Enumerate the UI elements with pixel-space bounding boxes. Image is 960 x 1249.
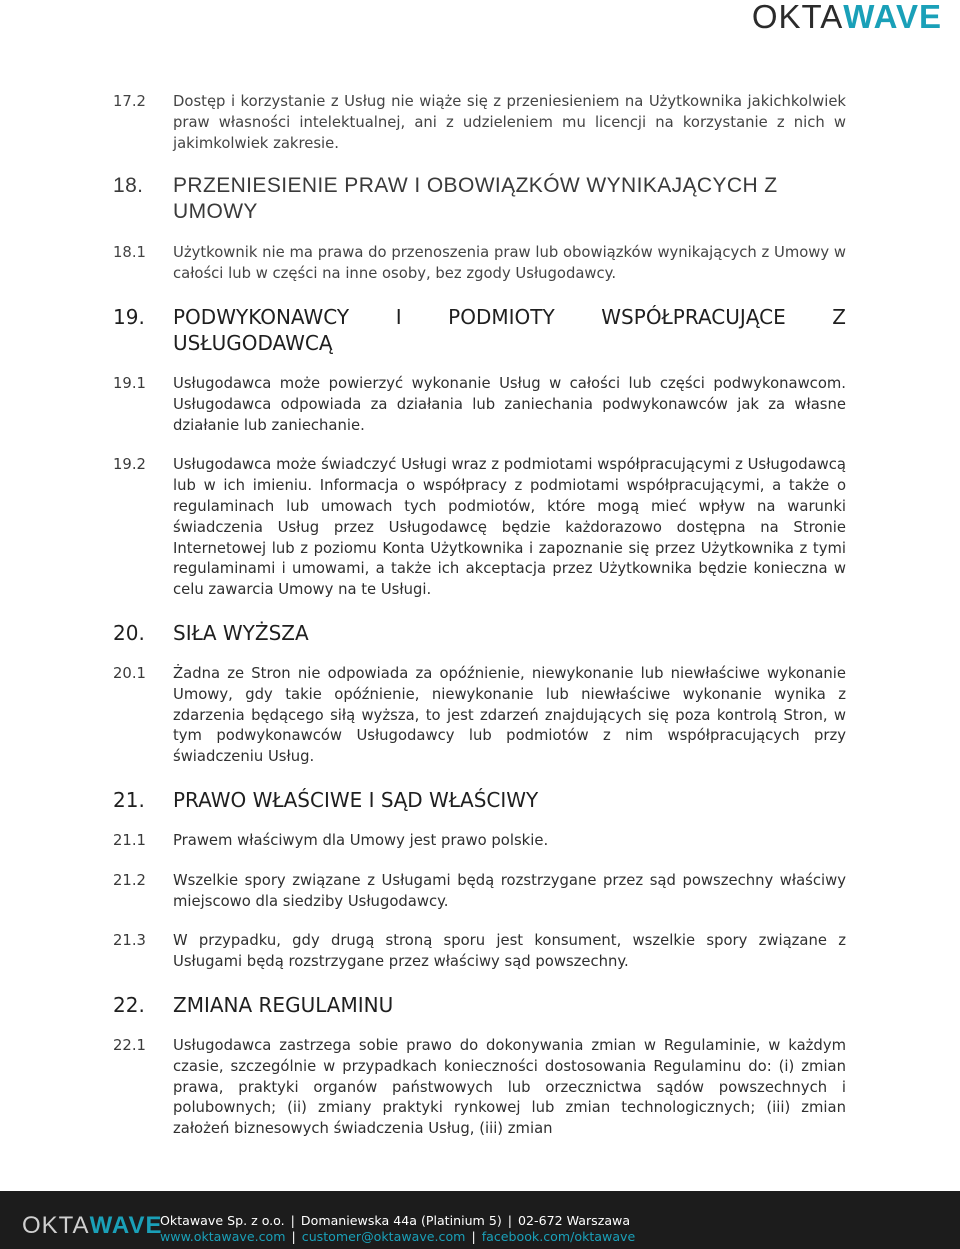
section-heading-18	[113, 173, 846, 225]
paragraph-text: Usługodawca może powierzyć wykonanie Usług w całości lub części podwykonawcom. Usługodawca odpowiada za działania lub zaniechania podwykonawców jak za własne działanie lub zaniechanie.	[173, 374, 846, 434]
footer-logo-text-wave: WAVE	[89, 1212, 163, 1239]
footer-facebook-link[interactable]: facebook.com/oktawave	[481, 1229, 636, 1244]
heading-number: 20.	[113, 620, 145, 645]
section-heading-22	[113, 992, 846, 1018]
section-heading-21	[113, 787, 846, 813]
paragraph-18-1	[113, 243, 846, 285]
footer-separator: |	[507, 1213, 513, 1228]
paragraph-number: 21.3	[113, 932, 146, 950]
footer-links-line	[160, 1229, 635, 1245]
paragraph-number: 21.1	[113, 831, 146, 849]
paragraph-17-2	[113, 92, 846, 154]
paragraph-21-3	[113, 931, 846, 973]
heading-text: PODWYKONAWCY I PODMIOTY WSPÓŁPRACUJĄCE Z USŁUGODAWCĄ	[173, 304, 846, 355]
footer-address-line	[160, 1213, 635, 1229]
section-heading-20	[113, 620, 846, 646]
section-heading-19	[113, 304, 846, 356]
footer-logo	[22, 1213, 162, 1239]
paragraph-number: 22.1	[113, 1036, 146, 1054]
heading-text: PRZENIESIENIE PRAW I OBOWIĄZKÓW WYNIKAJĄCYCH Z UMOWY	[173, 174, 778, 224]
paragraph-number: 21.2	[113, 871, 146, 889]
paragraph-20-1	[113, 664, 846, 768]
paragraph-number: 19.2	[113, 456, 146, 474]
heading-text: SIŁA WYŻSZA	[173, 620, 309, 645]
footer-website-link[interactable]: www.oktawave.com	[160, 1229, 286, 1244]
footer-separator: |	[291, 1229, 296, 1244]
paragraph-number: 20.1	[113, 664, 146, 682]
logo-text-wave: WAVE	[843, 0, 942, 35]
footer-address: Domaniewska 44a (Platinium 5)	[300, 1213, 502, 1228]
paragraph-19-1	[113, 374, 846, 436]
heading-number: 21.	[113, 787, 145, 812]
paragraph-number: 19.1	[113, 374, 146, 392]
paragraph-text: Żadna ze Stron nie odpowiada za opóźnienie, niewykonanie lub niewłaściwe wykonanie Umowy, gdy takie opóźnienie, niewykonanie lub niewłaściwe wykonanie wynika z zdarzenia będącego siłą wyższa, to jest zdarzeń znajdujących się poza kontrolą Stron, w tym podwykonawców Usługodawcy lub podmiotów z nim współpracujących przy świadczeniu Usług.	[173, 664, 846, 766]
footer-logo-text-okta: OKTA	[22, 1212, 90, 1239]
paragraph-text: Dostęp i korzystanie z Usług nie wiąże się z przeniesieniem na Użytkownika jakichkolwiek praw własności intelektualnej, ani z udzieleniem mu licencji na korzystanie z nich w jakimkolwiek zakresie.	[173, 93, 846, 152]
heading-number: 19.	[113, 304, 145, 329]
paragraph-number: 18.1	[113, 244, 146, 262]
heading-number: 22.	[113, 992, 145, 1017]
paragraph-text: Użytkownik nie ma prawa do przenoszenia praw lub obowiązków wynikających z Umowy w całości lub w części na inne osoby, bez zgody Usługodawcy.	[173, 244, 846, 283]
paragraph-text: Prawem właściwym dla Umowy jest prawo polskie.	[173, 831, 549, 849]
page-footer	[0, 1191, 960, 1249]
paragraph-21-1	[113, 831, 846, 852]
paragraph-text: Usługodawca może świadczyć Usługi wraz z podmiotami współpracującymi z Usługodawcą lub w ich imieniu. Informacja o współpracy z podmiotami współpracującymi, a także o regulaminach lub umowach tych podmiotów, które mogą mieć wpływ na warunki świadczenia Usług przez Usługodawcę będzie każdorazowo dostępna na Stronie Internetowej lub z poziomu Konta Użytkownika i zapoznanie się przez Użytkownika z tymi regulaminami i umowami, a także ich akceptacja przez Użytkownika będzie konieczna w celu zawarcia Umowy na te Usługi.	[173, 456, 846, 599]
paragraph-text: W przypadku, gdy drugą stroną sporu jest konsument, wszelkie spory związane z Usługami będą rozstrzygane przez właściwy sąd powszechny.	[173, 932, 846, 971]
heading-number: 18.	[113, 174, 144, 198]
footer-separator: |	[471, 1229, 476, 1244]
paragraph-text: Wszelkie spory związane z Usługami będą rozstrzygane przez sąd powszechny właściwy miejscowo dla siedziby Usługodawcy.	[173, 871, 846, 910]
paragraph-22-1	[113, 1036, 846, 1140]
footer-company: Oktawave Sp. z o.o.	[160, 1213, 285, 1228]
footer-city: 02-672 Warszawa	[518, 1213, 631, 1228]
paragraph-19-2	[113, 455, 846, 601]
oktawave-logo	[752, 0, 942, 34]
footer-separator: |	[290, 1213, 295, 1228]
document-body	[113, 92, 846, 1159]
logo-text-okta: OKTA	[751, 0, 844, 35]
paragraph-21-2	[113, 871, 846, 913]
heading-text: PRAWO WŁAŚCIWE I SĄD WŁAŚCIWY	[173, 787, 539, 812]
paragraph-text: Usługodawca zastrzega sobie prawo do dokonywania zmian w Regulaminie, w każdym czasie, szczególnie w przypadkach konieczności dostosowania Regulaminu do: (i) zmian prawa, praktyki organów państwowych lub orzecznictwa sądów powszechnych i polubownych; (ii) zmiany praktyki rynkowej lub zmian technologicznych; (iii) zmian założeń biznesowych świadczenia Usług, (iii) zmian	[173, 1036, 846, 1138]
footer-email-link[interactable]: customer@oktawave.com	[301, 1229, 466, 1244]
heading-text: ZMIANA REGULAMINU	[173, 992, 394, 1017]
footer-contact	[160, 1213, 635, 1245]
paragraph-number: 17.2	[113, 93, 146, 110]
